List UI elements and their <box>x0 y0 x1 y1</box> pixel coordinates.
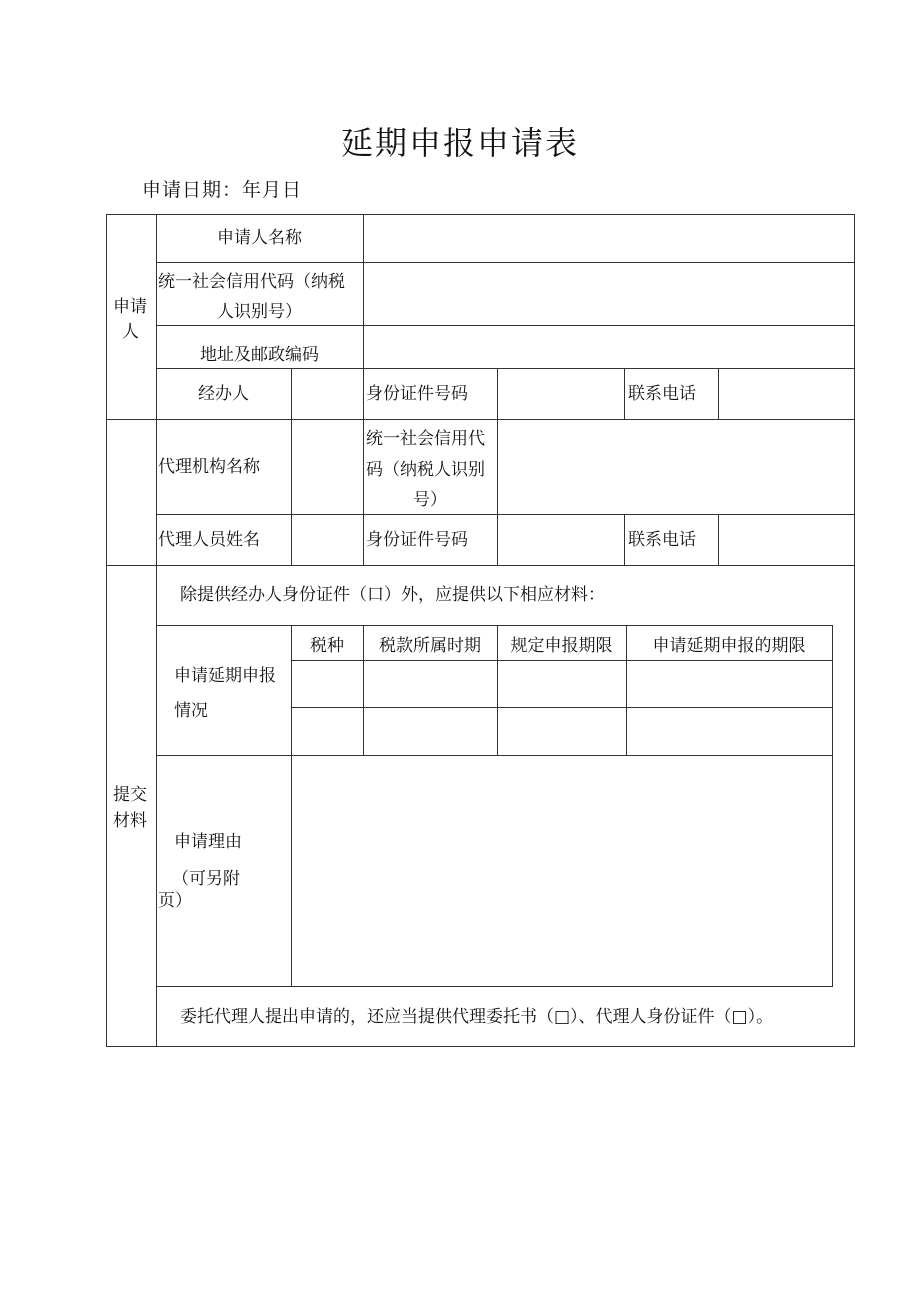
table-cell-r1-tax-period[interactable] <box>365 669 495 699</box>
agent-org-name-field[interactable] <box>293 452 361 482</box>
address-postcode-field[interactable] <box>365 332 851 362</box>
table-header-filing-deadline: 规定申报期限 <box>510 636 613 656</box>
delegation-note: 委托代理人提出申请的，还应当提供代理委托书（□）、代理人身份证件（□）。 <box>180 1007 774 1027</box>
table-cell-r2-filing-deadline[interactable] <box>499 716 624 746</box>
applicant-section-label-line2: 人 <box>122 322 139 342</box>
table-cell-r1-tax-type[interactable] <box>293 669 361 699</box>
table-cell-r2-tax-period[interactable] <box>365 716 495 746</box>
agent-id-label: 身份证件号码 <box>366 530 468 550</box>
applicant-section-label-line1: 申请 <box>113 297 147 317</box>
agent-credit-code-field[interactable] <box>499 452 851 482</box>
handler-label: 经办人 <box>198 384 249 404</box>
materials-section-label-line1: 提交 <box>113 785 147 805</box>
agent-phone-label: 联系电话 <box>628 530 696 550</box>
agent-phone-field[interactable] <box>720 525 852 555</box>
agent-credit-code-label-line3: 号） <box>413 490 447 510</box>
delay-situation-label-line1: 申请延期申报 <box>174 666 276 686</box>
reason-label-line1: 申请理由 <box>174 832 242 852</box>
applicant-credit-code-field[interactable] <box>365 275 851 305</box>
applicant-credit-code-label-line1: 统一社会信用代码（纳税 <box>158 272 345 292</box>
reason-field[interactable] <box>293 757 830 984</box>
handler-phone-label: 联系电话 <box>628 384 696 404</box>
table-header-tax-type: 税种 <box>310 636 344 656</box>
handler-phone-field[interactable] <box>720 379 852 409</box>
agent-id-field[interactable] <box>499 525 622 555</box>
handler-id-label: 身份证件号码 <box>366 384 468 404</box>
handler-field[interactable] <box>293 379 361 409</box>
address-postcode-label: 地址及邮政编码 <box>200 345 319 365</box>
delay-situation-label-line2: 情况 <box>174 701 208 721</box>
application-date: 申请日期：年月日 <box>142 179 303 201</box>
page-title: 延期申报申请表 <box>340 124 579 162</box>
agent-credit-code-label-line1: 统一社会信用代 <box>366 429 485 449</box>
materials-section-label-line2: 材料 <box>113 811 147 831</box>
applicant-credit-code-label-line2: 人识别号） <box>217 302 302 322</box>
agent-person-name-label: 代理人员姓名 <box>158 530 260 550</box>
table-cell-r2-tax-type[interactable] <box>293 716 361 746</box>
applicant-name-label: 申请人名称 <box>217 228 302 248</box>
materials-intro: 除提供经办人身份证件（口）外，应提供以下相应材料： <box>180 585 605 605</box>
table-header-tax-period: 税款所属时期 <box>379 636 481 656</box>
agent-org-name-label: 代理机构名称 <box>158 457 260 477</box>
agent-person-name-field[interactable] <box>293 525 361 555</box>
handler-id-field[interactable] <box>499 379 622 409</box>
applicant-name-field[interactable] <box>365 223 851 253</box>
table-cell-r2-extended-deadline[interactable] <box>628 716 830 746</box>
table-cell-r1-extended-deadline[interactable] <box>628 669 830 699</box>
reason-label-line3: 页） <box>158 891 192 911</box>
table-cell-r1-filing-deadline[interactable] <box>499 669 624 699</box>
agent-credit-code-label-line2: 码（纳税人识别 <box>366 460 485 480</box>
reason-label-line2: （可另附 <box>172 869 240 889</box>
table-header-extended-deadline: 申请延期申报的期限 <box>652 636 806 656</box>
